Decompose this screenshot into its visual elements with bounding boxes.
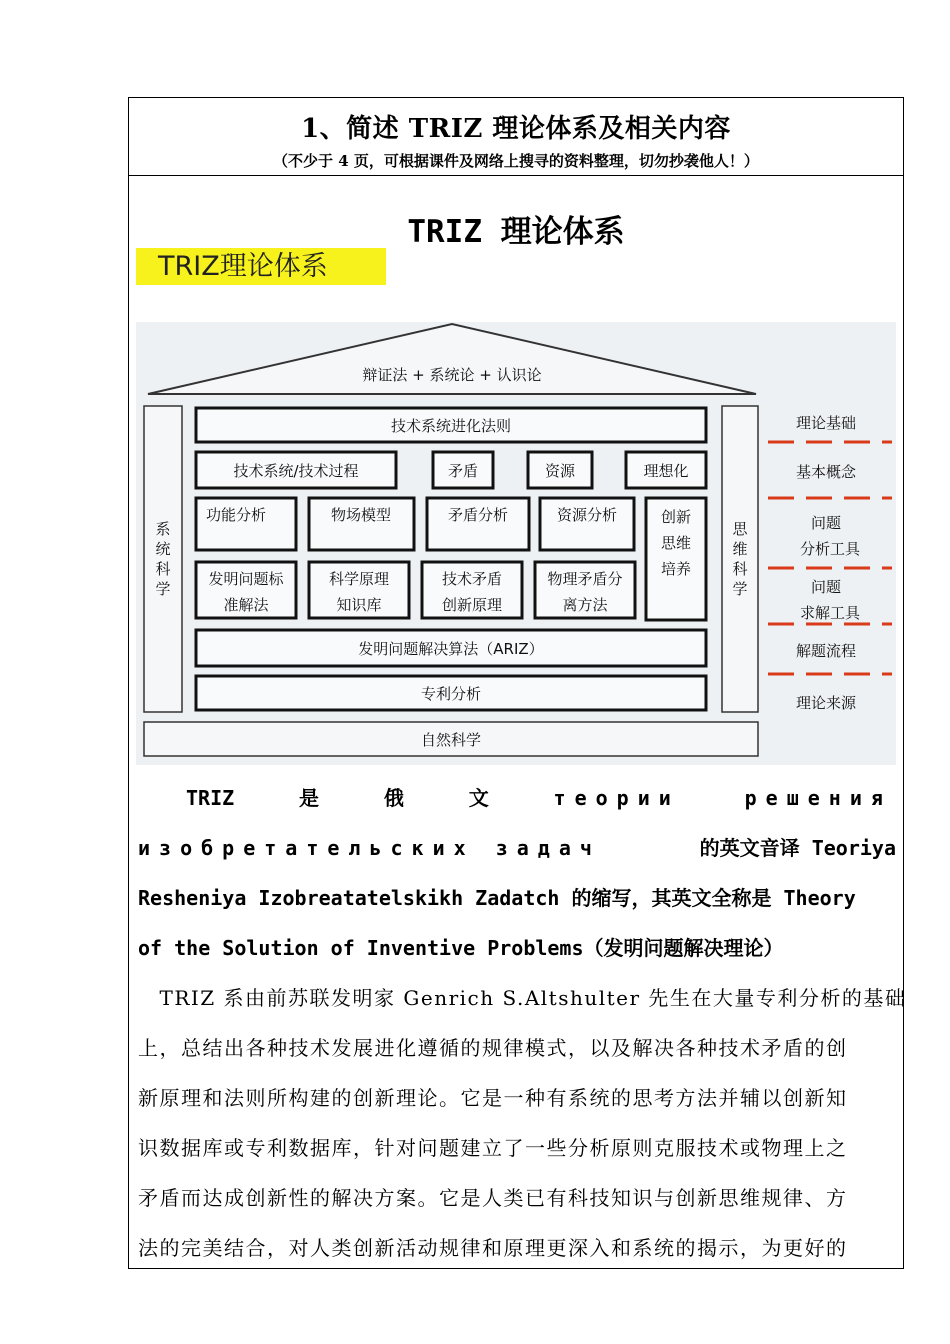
para1-line-3 xyxy=(138,873,896,923)
para1-w2: 俄 xyxy=(383,786,404,810)
side-labels xyxy=(768,414,892,712)
para1-line2-end: 的英文音译 Teoriya xyxy=(699,836,896,860)
para2-line-1 xyxy=(138,1023,896,1073)
highlight-label: TRIZ理论体系 xyxy=(136,248,386,285)
para2-text-5: 法的完美结合，对人类创新活动规律和原理更深入和系统的揭示，为更好的 xyxy=(138,1236,848,1260)
question-title: 1、简述 TRIZ 理论体系及相关内容 xyxy=(301,114,731,144)
row3-label-0: 功能分析 xyxy=(205,506,267,524)
row4-label-2a: 技术矛盾 xyxy=(441,570,503,588)
para1-line-2 xyxy=(138,823,896,873)
row4-group xyxy=(196,562,635,618)
row4-label-1a: 科学原理 xyxy=(328,570,390,588)
row4-label-0a: 发明问题标 xyxy=(208,570,284,588)
roof-label: 辩证法 + 系统论 + 认识论 xyxy=(362,366,542,384)
vertical-glyph: 思 xyxy=(732,520,748,538)
innovation-line: 思维 xyxy=(660,534,692,552)
right-pillar xyxy=(722,406,758,712)
row4-label-1b: 知识库 xyxy=(336,596,382,614)
para1-line-1 xyxy=(138,773,896,823)
para1-line4-text: of the Solution of Inventive Problems（发明问题解决理论） xyxy=(138,936,784,960)
side-label-1: 基本概念 xyxy=(795,463,857,481)
vertical-glyph: 学 xyxy=(155,580,171,598)
question-subtitle: （不少于 4 页，可根据课件及网络上搜寻的资料整理，切勿抄袭他人！） xyxy=(273,152,759,170)
left-pillar xyxy=(144,406,182,712)
row3-group xyxy=(196,498,634,550)
row3-label-2: 矛盾分析 xyxy=(447,506,509,524)
side-label-4: 解题流程 xyxy=(795,642,857,660)
vertical-glyph: 统 xyxy=(155,540,171,558)
side-label-3a: 问题 xyxy=(810,578,842,596)
patent-analysis-label: 专利分析 xyxy=(420,685,482,703)
para1-line3-text: Resheniya Izobreatatelskikh Zadatch 的缩写，其英文全称是 Theory xyxy=(138,886,856,910)
ariz-label: 发明问题解决算法（ARIZ） xyxy=(358,640,544,658)
innovation-line: 创新 xyxy=(660,508,692,526)
header-row xyxy=(129,98,903,176)
para2-text-4: 矛盾而达成创新性的解决方案。它是人类已有科技知识与创新思维规律、方 xyxy=(138,1186,848,1210)
para1-w5: решения xyxy=(744,786,892,810)
vertical-glyph: 科 xyxy=(155,560,171,578)
para1-line-4 xyxy=(138,923,896,973)
row2-label-1: 矛盾 xyxy=(447,462,479,480)
document-frame xyxy=(128,97,907,1269)
side-label-0: 理论基础 xyxy=(795,414,857,432)
evolution-laws-label: 技术系统进化法则 xyxy=(390,417,512,435)
row4-label-2b: 创新原理 xyxy=(441,596,503,614)
row2-label-2: 资源 xyxy=(544,462,576,480)
vertical-glyph: 维 xyxy=(732,540,748,558)
para2-text-3: 识数据库或专利数据库，针对问题建立了一些分析原则克服技术或物理上之 xyxy=(138,1136,848,1160)
row4-label-3b: 离方法 xyxy=(562,596,608,614)
triz-house-diagram xyxy=(136,322,896,765)
paragraph-2 xyxy=(138,973,907,1273)
side-label-2b: 分析工具 xyxy=(799,540,861,558)
para2-line-3 xyxy=(138,1123,896,1173)
row2-label-0: 技术系统/技术过程 xyxy=(233,462,359,480)
paragraph-1 xyxy=(138,773,896,973)
para1-cyr-2: изобретательских задач xyxy=(138,836,601,860)
row2-group xyxy=(196,452,706,488)
row2-label-3: 理想化 xyxy=(643,462,689,480)
side-label-5: 理论来源 xyxy=(795,694,857,712)
para2-text-0: TRIZ 系由前苏联发明家 Genrich S.Altshulter 先生在大量专利分析的基础 xyxy=(138,986,907,1010)
para2-line-4 xyxy=(138,1173,896,1223)
para2-line-2 xyxy=(138,1073,896,1123)
row3-label-3: 资源分析 xyxy=(556,506,618,524)
para1-w1: 是 xyxy=(299,786,320,810)
row4-label-3a: 物理矛盾分 xyxy=(547,570,623,588)
para2-line-0 xyxy=(138,973,907,1023)
section-title: TRIZ 理论体系 xyxy=(407,214,625,250)
para1-w0: TRIZ xyxy=(186,786,235,810)
base-label: 自然科学 xyxy=(420,731,482,749)
para1-w4: теории xyxy=(553,786,680,810)
innovation-line: 培养 xyxy=(660,560,692,578)
para1-w3: 文 xyxy=(468,786,489,810)
vertical-glyph: 学 xyxy=(732,580,748,598)
para2-line-5 xyxy=(138,1223,896,1273)
vertical-glyph: 科 xyxy=(732,560,748,578)
para2-text-2: 新原理和法则所构建的创新理论。它是一种有系统的思考方法并辅以创新知 xyxy=(138,1086,848,1110)
triz-diagram-svg xyxy=(136,322,896,765)
row4-label-0b: 准解法 xyxy=(223,596,269,614)
side-label-2a: 问题 xyxy=(810,514,842,532)
row3-label-1: 物场模型 xyxy=(330,506,392,524)
side-label-3b: 求解工具 xyxy=(799,604,861,622)
para2-text-1: 上，总结出各种技术发展进化遵循的规律模式，以及解决各种技术矛盾的创 xyxy=(138,1036,848,1060)
innovation-label xyxy=(661,508,691,578)
vertical-glyph: 系 xyxy=(155,520,171,538)
